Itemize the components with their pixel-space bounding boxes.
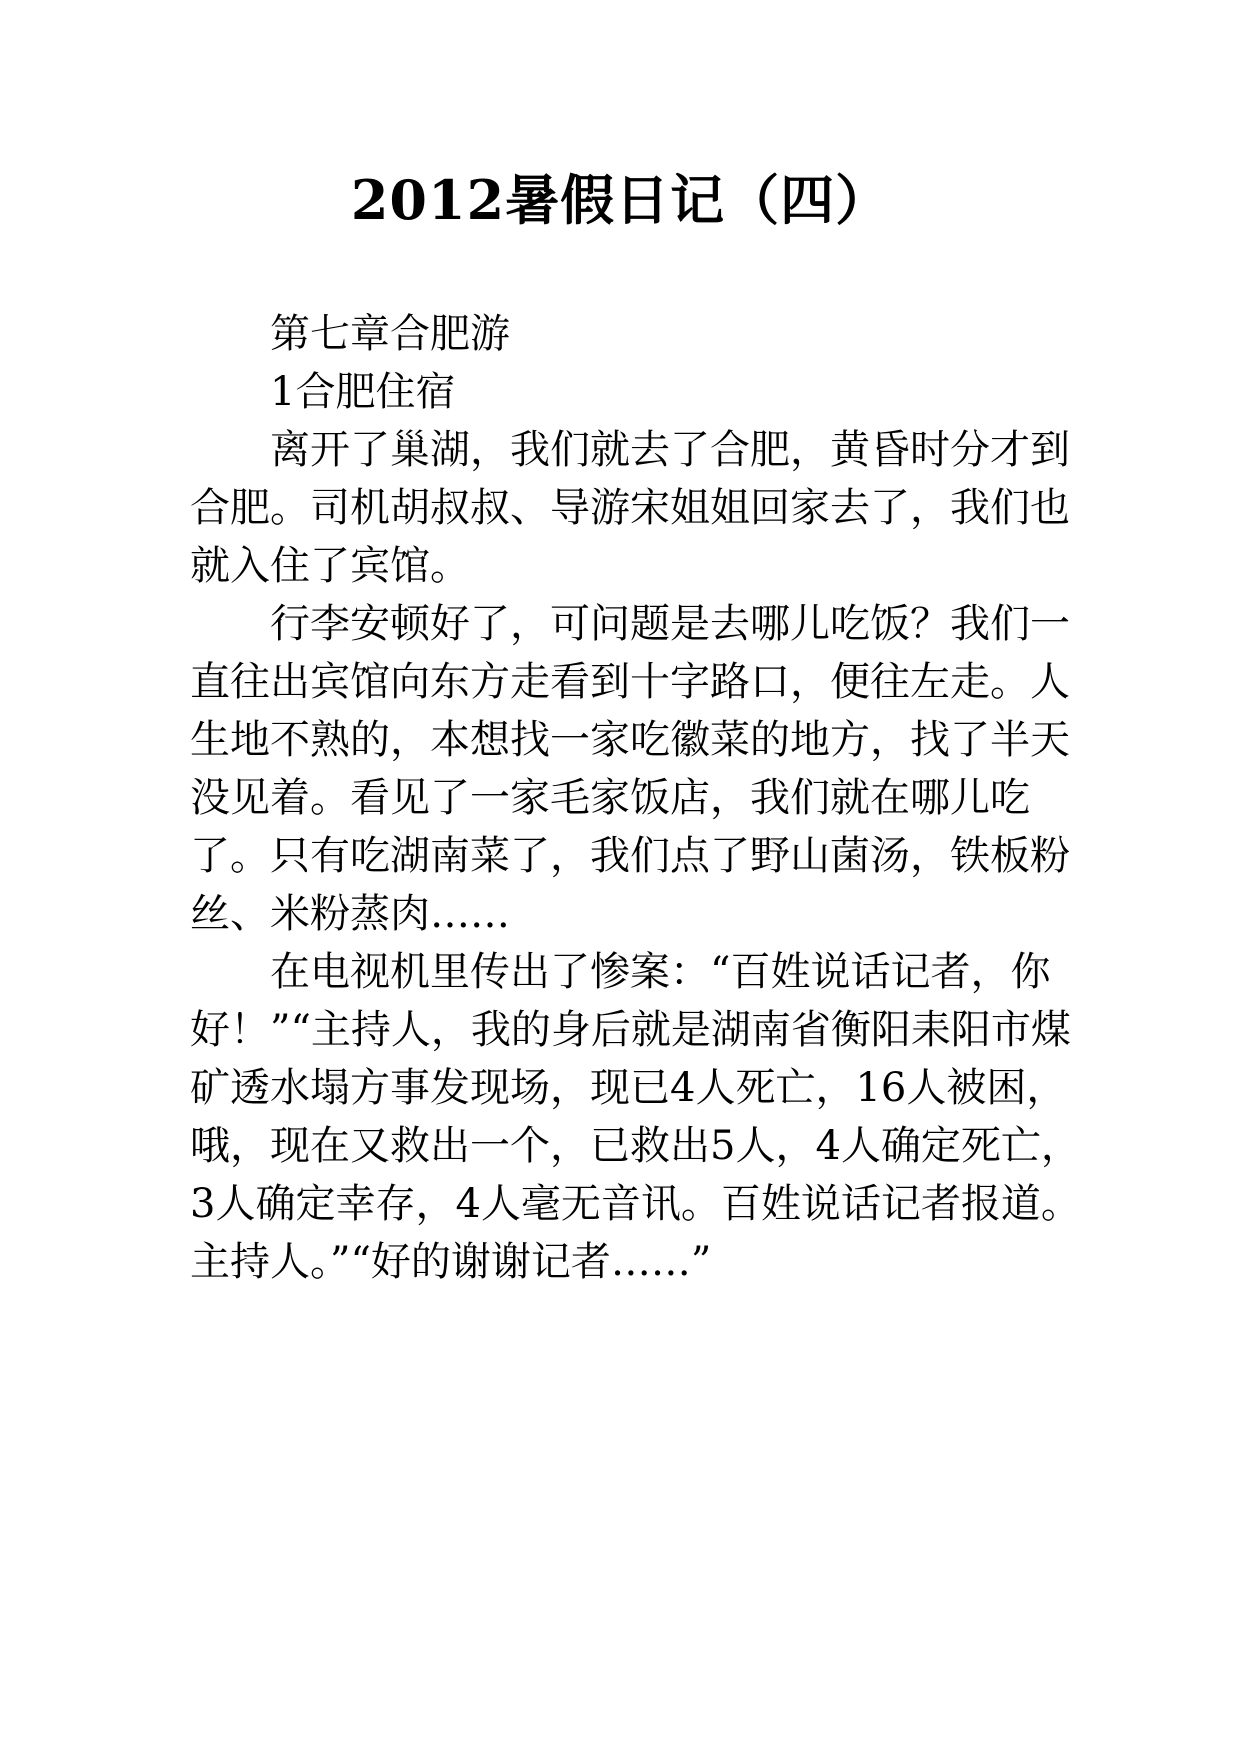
body-paragraph: 离开了巢湖，我们就去了合肥，黄昏时分才到合肥。司机胡叔叔、导游宋姐姐回家去了，我们也就入住了宾馆。 (190, 427, 1070, 589)
document-title: 2012暑假日记（四） (350, 168, 891, 232)
body-paragraph: 在电视机里传出了惨案：“百姓说话记者，你好！”“主持人，我的身后就是湖南省衡阳耒阳市煤矿透水塌方事发现场，现已4人死亡，16人被困，哦，现在又救出一个，已救出5人，4人确定死亡，3人确定幸存，4人毫无音讯。百姓说话记者报道。主持人。”“好的谢谢记者……” (190, 949, 1081, 1285)
document-body (190, 305, 1090, 1291)
chapter-heading: 第七章合肥游 (270, 311, 510, 357)
section-heading: 1合肥住宿 (270, 369, 456, 415)
body-paragraph: 行李安顿好了，可问题是去哪儿吃饭？我们一直往出宾馆向东方走看到十字路口，便往左走。人生地不熟的，本想找一家吃徽菜的地方，找了半天没见着。看见了一家毛家饭店，我们就在哪儿吃了。只有吃湖南菜了，我们点了野山菌汤，铁板粉丝、米粉蒸肉…… (190, 601, 1070, 937)
